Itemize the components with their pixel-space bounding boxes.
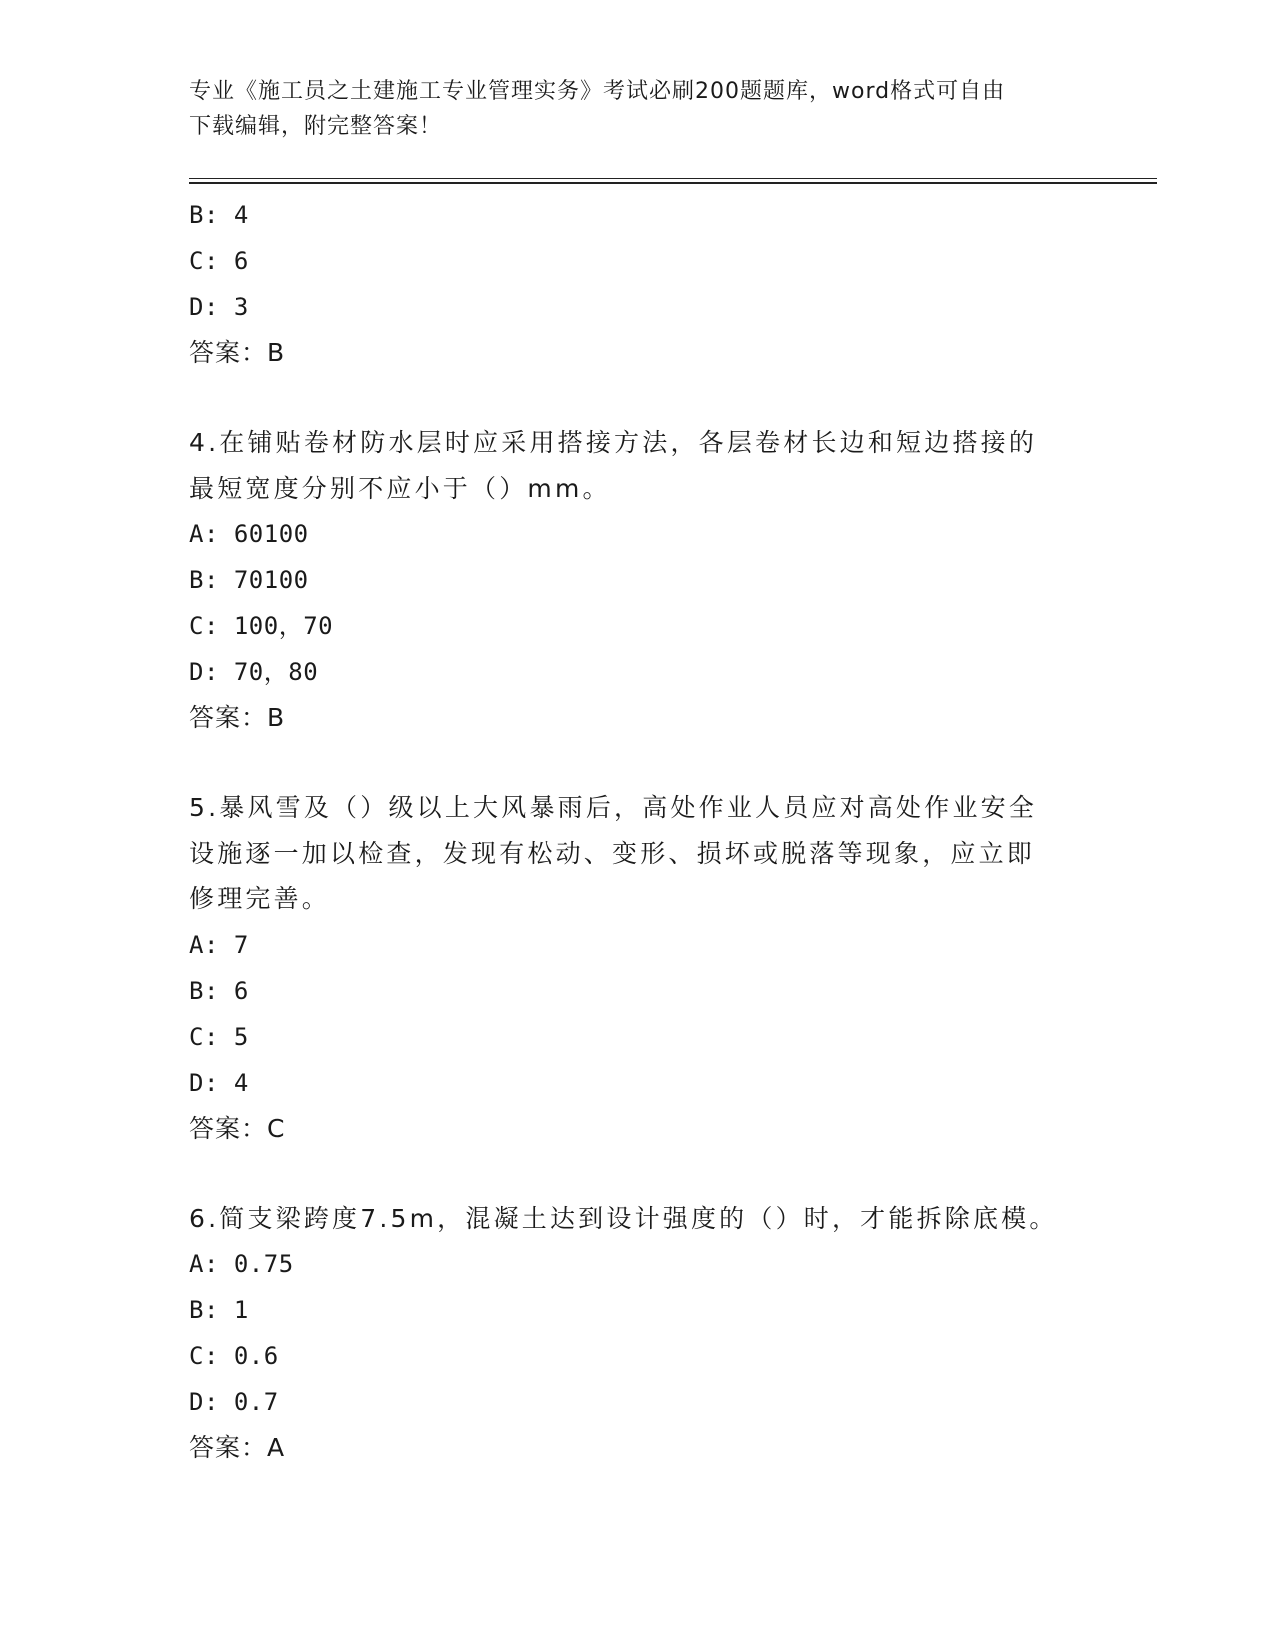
document-header xyxy=(189,74,1089,144)
option-a: A: 0.75 xyxy=(189,1250,294,1278)
option-d: D: 3 xyxy=(189,293,249,321)
option-a: A: 7 xyxy=(189,930,249,959)
option-d: D: 0.7 xyxy=(189,1388,279,1416)
option-c: C: 100，70 xyxy=(189,612,334,640)
header-line-2: 下载编辑，附完整答案！ xyxy=(189,114,443,139)
option-b: B: 70100 xyxy=(189,566,309,594)
option-d: D: 4 xyxy=(189,1068,249,1097)
answer: 答案：B xyxy=(189,703,286,732)
header-divider-top xyxy=(189,178,1157,179)
option-b: B: 4 xyxy=(189,201,249,229)
option-c: C: 5 xyxy=(189,1022,249,1051)
header-divider-bottom xyxy=(189,182,1157,184)
answer: 答案：C xyxy=(189,1113,286,1143)
header-line-1: 专业《施工员之土建施工专业管理实务》考试必刷200题题库，word格式可自由 xyxy=(189,79,1006,104)
option-d: D: 70，80 xyxy=(189,658,319,686)
question-text-line: 6.简支梁跨度7.5m，混凝土达到设计强度的（）时，才能拆除底模。 xyxy=(189,1203,1058,1233)
option-a: A: 60100 xyxy=(189,520,309,548)
document-body xyxy=(189,192,1089,1471)
question-text-line: 4.在铺贴卷材防水层时应采用搭接方法，各层卷材长边和短边搭接的 xyxy=(189,428,1038,457)
question-5 xyxy=(189,785,1089,1152)
question-text-line: 5.暴风雪及（）级以上大风暴雨后，高处作业人员应对高处作业安全 xyxy=(189,793,1038,822)
option-c: C: 0.6 xyxy=(189,1342,279,1370)
question-3-tail xyxy=(189,192,1089,376)
question-4 xyxy=(189,420,1089,741)
question-text-line: 设施逐一加以检查，发现有松动、变形、损坏或脱落等现象，应立即 xyxy=(189,838,1036,868)
answer: 答案：A xyxy=(189,1433,286,1462)
option-c: C: 6 xyxy=(189,247,249,275)
option-b: B: 1 xyxy=(189,1296,249,1324)
answer: 答案：B xyxy=(189,338,286,367)
question-text-line: 最短宽度分别不应小于（）mm。 xyxy=(189,473,611,503)
question-text-line: 修理完善。 xyxy=(189,884,331,913)
option-b: B: 6 xyxy=(189,976,249,1005)
question-6 xyxy=(189,1196,1089,1472)
